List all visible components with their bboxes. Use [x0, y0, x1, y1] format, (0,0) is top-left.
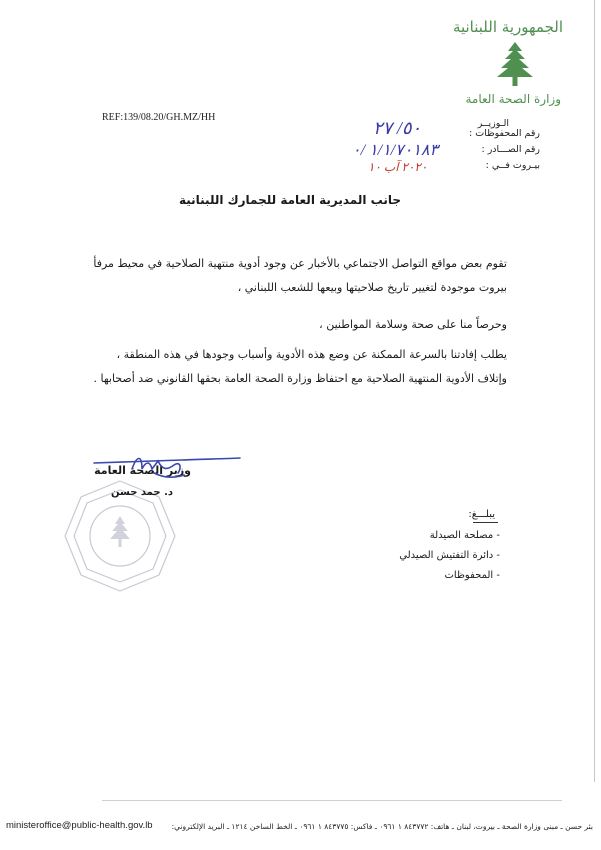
body-paragraph-3: يطلب إفادتنا بالسرعة الممكنة عن وضع هذه الأدوية وأسباب وجودها في هذه المنطقة ، وإتلاف الأدوية المنتهية الصلاحية مع احتفاظ وزارة الصحة العامة بحقها القانوني ضد أصحابها . [93, 348, 507, 385]
body-paragraph-1: تقوم بعض مواقع التواصل الاجتماعي بالأخبار عن وجود أدوية منتهية الصلاحية في محيط مرفأ بيروت موجودة لتغيير تاريخ صلاحيتها وبيعها للشعب اللبناني ، [93, 257, 507, 294]
cc-item: - مصلحة الصيدلة [429, 530, 500, 541]
reference-number: REF:139/08.20/GH.MZ/HH [102, 112, 216, 123]
cedar-emblem-icon [489, 40, 541, 90]
addressee-heading: جانب المديرية العامة للجمارك اللبنانية [178, 193, 401, 207]
body-paragraph-2: وحرصاً منا على صحة وسلامة المواطنين ، [319, 318, 507, 331]
page-border-line [594, 0, 595, 782]
archive-number-value: ٥٠/ ٢٧ [373, 118, 422, 138]
signer-name: د. حمد حسن [111, 487, 173, 498]
cc-item: - المحفوظات [444, 570, 500, 581]
date-label: بيـروت فــي : [485, 160, 540, 171]
outgoing-number-value: ١/١/٧٠١٨٣ /٠ [352, 142, 439, 159]
signer-title: وزير الصحة العامة [94, 464, 191, 477]
outgoing-number-label: رقم الصـــادر : [481, 144, 540, 155]
ministry-header: وزارة الصحة العامة [465, 92, 561, 106]
date-value: ٢٠٢٠ آب ١٠ [368, 160, 428, 174]
footer-divider [102, 800, 562, 801]
cc-underline [473, 522, 498, 523]
footer-email: ministeroffice@public-health.gov.lb [6, 820, 153, 831]
cc-heading: يبلـــغ: [468, 509, 495, 520]
minister-label: الـوزيــر [477, 118, 509, 129]
republic-header: الجمهورية اللبنانية [452, 18, 563, 36]
archive-number-label: رقم المحفوظات : [469, 128, 540, 139]
footer-address: بئر حسن ـ مبنى وزارة الصحة ـ بيروت، لبنان ـ هاتف: ٨٤٣٧٧٢ ١ ٠٩٦١ ـ فاكس: ٨٤٣٧٧٥ ١ ٠٩٦١ ـ الخط الساخن ١٢١٤ ـ البريد الإلكتروني: [171, 822, 593, 831]
cc-item: - دائرة التفتيش الصيدلي [399, 550, 500, 561]
handwritten-signature [92, 447, 242, 489]
